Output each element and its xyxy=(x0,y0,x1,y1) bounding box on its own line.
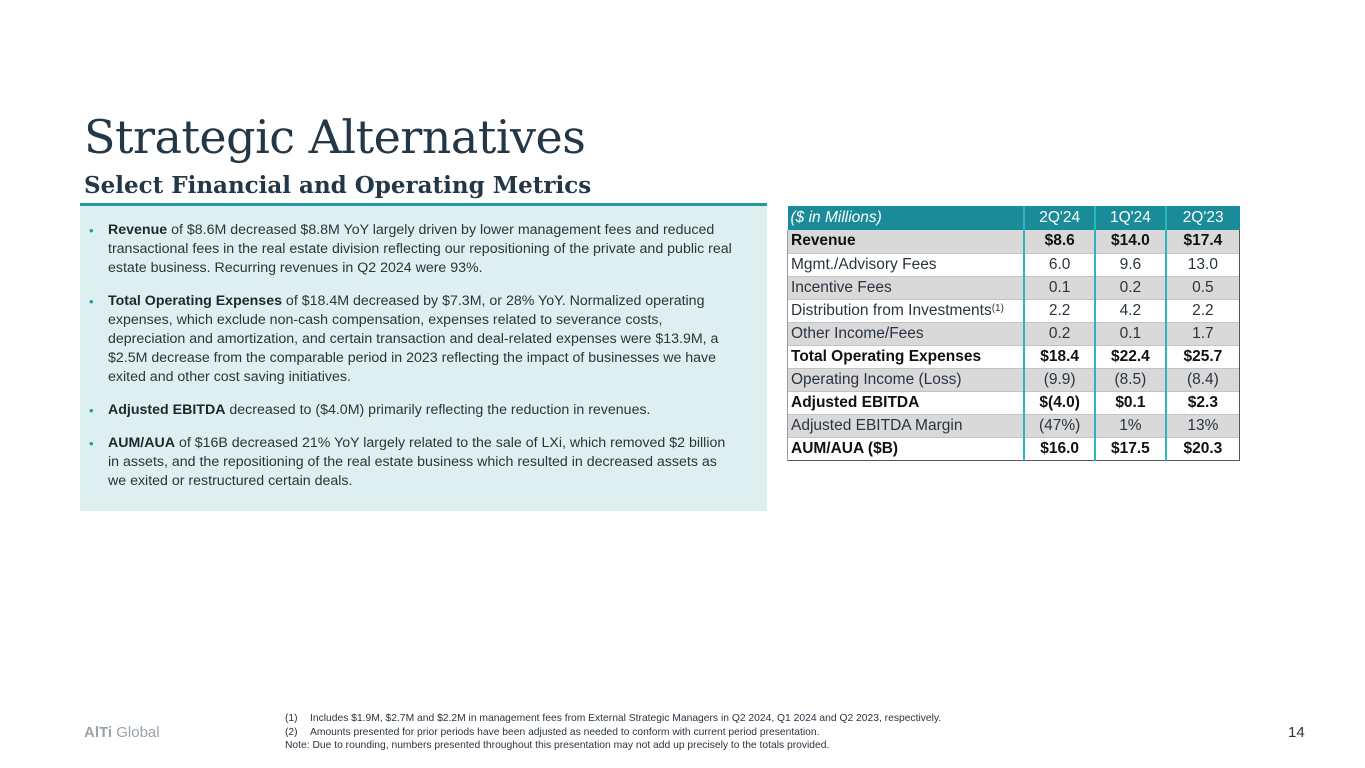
row-label xyxy=(788,345,1025,368)
row-value: 2.2 xyxy=(1166,299,1240,322)
row-value: 0.2 xyxy=(1095,276,1166,299)
bullet-revenue xyxy=(88,221,738,278)
bullet-icon: • xyxy=(89,403,94,418)
footnote-key: (2) xyxy=(285,726,298,738)
table-body xyxy=(788,230,1240,460)
table-header-row xyxy=(788,206,1240,230)
table-header-1q24: 1Q'24 xyxy=(1095,206,1166,230)
footnote-text: Amounts presented for prior periods have been adjusted as needed to conform with current period presentation. xyxy=(310,726,820,738)
row-label-text: Revenue xyxy=(791,232,856,250)
table-header-2q24: 2Q'24 xyxy=(1024,206,1095,230)
bullet-text: decreased to ($4.0M) primarily reflecting the reduction in revenues. xyxy=(225,402,651,418)
bullet-lead: AUM/AUA xyxy=(108,435,175,451)
row-value: $14.0 xyxy=(1095,230,1166,253)
row-value: 13.0 xyxy=(1166,253,1240,276)
row-value: 0.1 xyxy=(1095,322,1166,345)
table-row xyxy=(788,414,1240,437)
table-row xyxy=(788,391,1240,414)
row-value: 1.7 xyxy=(1166,322,1240,345)
row-value: 13% xyxy=(1166,414,1240,437)
row-label xyxy=(788,368,1025,391)
commentary-bullets xyxy=(88,221,738,505)
row-value: $0.1 xyxy=(1095,391,1166,414)
footnote-2 xyxy=(285,726,1025,740)
bullet-lead: Adjusted EBITDA xyxy=(108,402,226,418)
row-value: 6.0 xyxy=(1024,253,1095,276)
row-label xyxy=(788,299,1025,322)
row-value: (9.9) xyxy=(1024,368,1095,391)
row-value: (8.5) xyxy=(1095,368,1166,391)
row-value: 0.1 xyxy=(1024,276,1095,299)
logo-bold: AlTi xyxy=(84,724,113,741)
row-label xyxy=(788,276,1025,299)
financial-metrics-table xyxy=(787,206,1240,461)
bullet-lead: Total Operating Expenses xyxy=(108,293,282,309)
row-label xyxy=(788,253,1025,276)
row-value: $8.6 xyxy=(1024,230,1095,253)
row-value: $18.4 xyxy=(1024,345,1095,368)
row-label-text: Other Income/Fees xyxy=(791,324,924,342)
table-header-2q23: 2Q'23 xyxy=(1166,206,1240,230)
bullet-icon: • xyxy=(89,223,94,238)
row-label xyxy=(788,437,1025,460)
row-value: $20.3 xyxy=(1166,437,1240,460)
footnote-note: Note: Due to rounding, numbers presented throughout this presentation may not add up precisely to the totals provided. xyxy=(285,740,830,752)
row-value: $25.7 xyxy=(1166,345,1240,368)
row-label xyxy=(788,230,1025,253)
row-value: 0.2 xyxy=(1024,322,1095,345)
row-label-text: Incentive Fees xyxy=(791,278,892,296)
row-label-text: Adjusted EBITDA Margin xyxy=(791,416,963,434)
footnote-text: Includes $1.9M, $2.7M and $2.2M in management fees from External Strategic Managers in Q2 2024, Q1 2024 and Q2 2023, respectively. xyxy=(310,713,942,724)
row-value: $17.4 xyxy=(1166,230,1240,253)
row-value: $17.5 xyxy=(1095,437,1166,460)
row-value: (8.4) xyxy=(1166,368,1240,391)
table-row xyxy=(788,437,1240,460)
row-label-text: Adjusted EBITDA xyxy=(791,393,920,411)
table-row xyxy=(788,322,1240,345)
row-value: $16.0 xyxy=(1024,437,1095,460)
bullet-aum xyxy=(88,434,738,491)
page-number: 14 xyxy=(1288,724,1305,741)
bullet-text: of $8.6M decreased $8.8M YoY largely driven by lower management fees and reduced transactional fees in the real estate division reflecting our repositioning of the private and public real estate business. Recurring revenues in Q2 2024 were 93%. xyxy=(108,222,732,276)
row-label xyxy=(788,322,1025,345)
footnote-ref: (1) xyxy=(991,302,1004,314)
row-label-text: Mgmt./Advisory Fees xyxy=(791,255,937,273)
row-value: $(4.0) xyxy=(1024,391,1095,414)
row-value: $2.3 xyxy=(1166,391,1240,414)
page-title: Strategic Alternatives xyxy=(84,110,586,164)
page-subtitle: Select Financial and Operating Metrics xyxy=(84,172,592,199)
bullet-icon: • xyxy=(89,294,94,309)
footnote-1 xyxy=(285,712,1025,726)
row-value: (47%) xyxy=(1024,414,1095,437)
bullet-icon: • xyxy=(89,436,94,451)
bullet-text: of $18.4M decreased by $7.3M, or 28% YoY. Normalized operating expenses, which exclude non-cash compensation, expenses related to severance costs, depreciation and amortization, and certain transaction and deal-related expenses were $13.9M, a $2.5M decrease from the comparable period in 2023 reflecting the impact of businesses we have exited and other cost saving initiatives. xyxy=(108,293,719,385)
row-value: 0.5 xyxy=(1166,276,1240,299)
row-label-text: Total Operating Expenses xyxy=(791,347,982,365)
row-value: 4.2 xyxy=(1095,299,1166,322)
table-row xyxy=(788,253,1240,276)
bullet-text: of $16B decreased 21% YoY largely related to the sale of LXi, which removed $2 billion in assets, and the repositioning of the real estate business which resulted in decreased assets as we exited or restructured certain deals. xyxy=(108,435,726,489)
row-value: 1% xyxy=(1095,414,1166,437)
row-label xyxy=(788,391,1025,414)
row-value: 2.2 xyxy=(1024,299,1095,322)
row-label-text: AUM/AUA ($B) xyxy=(791,439,899,457)
table-row xyxy=(788,276,1240,299)
footnote-key: (1) xyxy=(285,713,298,724)
company-logo xyxy=(84,724,160,741)
row-label xyxy=(788,414,1025,437)
table-row xyxy=(788,368,1240,391)
footnotes xyxy=(285,712,1025,753)
table-header-units: ($ in Millions) xyxy=(788,206,1025,230)
bullet-lead: Revenue xyxy=(108,222,168,238)
bullet-operating-expenses xyxy=(88,292,738,387)
logo-text: Global xyxy=(112,724,160,741)
bullet-adjusted-ebitda xyxy=(88,401,738,420)
row-value: $22.4 xyxy=(1095,345,1166,368)
table-row xyxy=(788,345,1240,368)
row-value: 9.6 xyxy=(1095,253,1166,276)
row-label-text: Distribution from Investments xyxy=(791,301,992,319)
row-label-text: Operating Income (Loss) xyxy=(791,370,962,388)
table-row xyxy=(788,230,1240,253)
table-row xyxy=(788,299,1240,322)
